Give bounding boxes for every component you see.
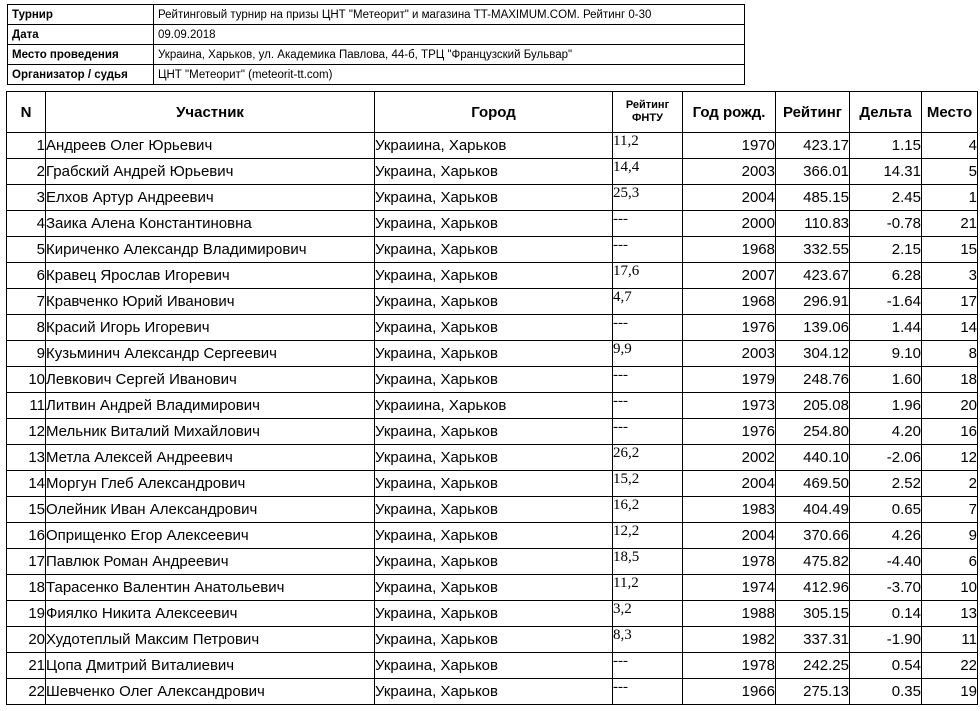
row-number: 16 [7, 523, 46, 549]
date-value: 09.09.2018 [154, 25, 745, 45]
table-row [7, 263, 978, 289]
ftu-rating: 11,2 [613, 133, 683, 159]
ftu-rating: 9,9 [613, 341, 683, 367]
ftu-rating: --- [613, 237, 683, 263]
delta-value: -1.90 [850, 627, 922, 653]
rating-value: 423.67 [776, 263, 850, 289]
place-value: 4 [922, 133, 978, 159]
info-row-organizer [8, 65, 745, 85]
participant-name: Худотеплый Максим Петрович [46, 627, 375, 653]
row-number: 17 [7, 549, 46, 575]
ftu-rating: --- [613, 419, 683, 445]
birth-year: 1978 [683, 549, 776, 575]
ftu-rating: 26,2 [613, 445, 683, 471]
table-row [7, 341, 978, 367]
birth-year: 1976 [683, 315, 776, 341]
rating-value: 139.06 [776, 315, 850, 341]
table-row [7, 445, 978, 471]
venue-label: Место проведения [8, 45, 154, 65]
header-ftu-line1: Рейтинг [625, 99, 670, 111]
birth-year: 1968 [683, 237, 776, 263]
rating-value: 440.10 [776, 445, 850, 471]
table-row [7, 653, 978, 679]
rating-value: 248.76 [776, 367, 850, 393]
row-number: 20 [7, 627, 46, 653]
ftu-rating: 3,2 [613, 601, 683, 627]
row-number: 18 [7, 575, 46, 601]
participant-city: Украина, Харьков [375, 419, 613, 445]
results-table [6, 91, 978, 705]
birth-year: 1983 [683, 497, 776, 523]
row-number: 8 [7, 315, 46, 341]
place-value: 17 [922, 289, 978, 315]
rating-value: 296.91 [776, 289, 850, 315]
rating-value: 423.17 [776, 133, 850, 159]
ftu-rating: 25,3 [613, 185, 683, 211]
participant-name: Левкович Сергей Иванович [46, 367, 375, 393]
table-row [7, 497, 978, 523]
table-row [7, 471, 978, 497]
place-value: 7 [922, 497, 978, 523]
rating-value: 337.31 [776, 627, 850, 653]
table-row [7, 315, 978, 341]
table-row [7, 575, 978, 601]
participant-name: Литвин Андрей Владимирович [46, 393, 375, 419]
row-number: 7 [7, 289, 46, 315]
table-row [7, 133, 978, 159]
delta-value: 0.14 [850, 601, 922, 627]
row-number: 1 [7, 133, 46, 159]
participant-city: Украина, Харьков [375, 471, 613, 497]
delta-value: 0.35 [850, 679, 922, 705]
table-row [7, 185, 978, 211]
place-value: 2 [922, 471, 978, 497]
participant-city: Украина, Харьков [375, 341, 613, 367]
participant-city: Украина, Харьков [375, 445, 613, 471]
header-row [7, 92, 978, 133]
birth-year: 2003 [683, 341, 776, 367]
organizer-label: Организатор / судья [8, 65, 154, 85]
participant-name: Кравченко Юрий Иванович [46, 289, 375, 315]
place-value: 15 [922, 237, 978, 263]
participant-name: Елхов Артур Андреевич [46, 185, 375, 211]
participant-city: Украина, Харьков [375, 575, 613, 601]
header-ftu-rating [613, 92, 683, 133]
header-rating: Рейтинг [776, 92, 850, 133]
participant-name: Кузьминич Александр Сергеевич [46, 341, 375, 367]
info-row-date [8, 25, 745, 45]
ftu-rating: 16,2 [613, 497, 683, 523]
row-number: 6 [7, 263, 46, 289]
place-value: 16 [922, 419, 978, 445]
row-number: 19 [7, 601, 46, 627]
row-number: 10 [7, 367, 46, 393]
birth-year: 1988 [683, 601, 776, 627]
table-row [7, 289, 978, 315]
ftu-rating: --- [613, 211, 683, 237]
delta-value: -1.64 [850, 289, 922, 315]
delta-value: 1.96 [850, 393, 922, 419]
table-row [7, 601, 978, 627]
place-value: 22 [922, 653, 978, 679]
rating-value: 370.66 [776, 523, 850, 549]
delta-value: 2.52 [850, 471, 922, 497]
ftu-rating: 17,6 [613, 263, 683, 289]
rating-value: 469.50 [776, 471, 850, 497]
place-value: 20 [922, 393, 978, 419]
ftu-rating: 8,3 [613, 627, 683, 653]
row-number: 4 [7, 211, 46, 237]
row-number: 22 [7, 679, 46, 705]
delta-value: 6.28 [850, 263, 922, 289]
row-number: 2 [7, 159, 46, 185]
place-value: 13 [922, 601, 978, 627]
participant-city: Украина, Харьков [375, 237, 613, 263]
table-row [7, 419, 978, 445]
table-row [7, 679, 978, 705]
birth-year: 2000 [683, 211, 776, 237]
header-birth-year: Год рожд. [683, 92, 776, 133]
birth-year: 2003 [683, 159, 776, 185]
participant-name: Тарасенко Валентин Анатольевич [46, 575, 375, 601]
ftu-rating: 4,7 [613, 289, 683, 315]
birth-year: 2007 [683, 263, 776, 289]
participant-city: Украина, Харьков [375, 549, 613, 575]
delta-value: -4.40 [850, 549, 922, 575]
birth-year: 2004 [683, 523, 776, 549]
ftu-rating: --- [613, 367, 683, 393]
table-row [7, 549, 978, 575]
rating-value: 275.13 [776, 679, 850, 705]
participant-city: Украина, Харьков [375, 627, 613, 653]
participant-city: Украина, Харьков [375, 367, 613, 393]
ftu-rating: 18,5 [613, 549, 683, 575]
birth-year: 1976 [683, 419, 776, 445]
organizer-value: ЦНТ "Метеорит" (meteorit-tt.com) [154, 65, 745, 85]
participant-name: Метла Алексей Андреевич [46, 445, 375, 471]
rating-value: 404.49 [776, 497, 850, 523]
row-number: 9 [7, 341, 46, 367]
participant-name: Моргун Глеб Александрович [46, 471, 375, 497]
rating-value: 242.25 [776, 653, 850, 679]
delta-value: 1.60 [850, 367, 922, 393]
delta-value: 2.45 [850, 185, 922, 211]
ftu-rating: 11,2 [613, 575, 683, 601]
participant-city: Украина, Харьков [375, 315, 613, 341]
info-row-tournament [8, 5, 745, 25]
ftu-rating: 12,2 [613, 523, 683, 549]
participant-city: Украина, Харьков [375, 159, 613, 185]
place-value: 1 [922, 185, 978, 211]
delta-value: -3.70 [850, 575, 922, 601]
delta-value: 1.44 [850, 315, 922, 341]
place-value: 10 [922, 575, 978, 601]
row-number: 12 [7, 419, 46, 445]
table-row [7, 211, 978, 237]
participant-name: Кириченко Александр Владимирович [46, 237, 375, 263]
rating-value: 205.08 [776, 393, 850, 419]
delta-value: 0.54 [850, 653, 922, 679]
tournament-info-table [7, 4, 745, 85]
rating-value: 366.01 [776, 159, 850, 185]
rating-value: 475.82 [776, 549, 850, 575]
rating-value: 254.80 [776, 419, 850, 445]
rating-value: 412.96 [776, 575, 850, 601]
results-body [7, 133, 978, 705]
delta-value: -0.78 [850, 211, 922, 237]
row-number: 14 [7, 471, 46, 497]
birth-year: 1974 [683, 575, 776, 601]
participant-name: Фиялко Никита Алексеевич [46, 601, 375, 627]
header-delta: Дельта [850, 92, 922, 133]
place-value: 8 [922, 341, 978, 367]
birth-year: 1973 [683, 393, 776, 419]
delta-value: 2.15 [850, 237, 922, 263]
participant-city: Украиина, Харьков [375, 393, 613, 419]
birth-year: 1968 [683, 289, 776, 315]
header-city: Город [375, 92, 613, 133]
place-value: 9 [922, 523, 978, 549]
place-value: 6 [922, 549, 978, 575]
venue-value: Украина, Харьков, ул. Академика Павлова, 44-б, ТРЦ "Французский Бульвар" [154, 45, 745, 65]
participant-city: Украина, Харьков [375, 523, 613, 549]
delta-value: 4.20 [850, 419, 922, 445]
delta-value: -2.06 [850, 445, 922, 471]
tournament-label: Турнир [8, 5, 154, 25]
rating-value: 305.15 [776, 601, 850, 627]
rating-value: 485.15 [776, 185, 850, 211]
row-number: 5 [7, 237, 46, 263]
place-value: 3 [922, 263, 978, 289]
table-row [7, 523, 978, 549]
table-row [7, 627, 978, 653]
row-number: 15 [7, 497, 46, 523]
participant-name: Кравец Ярослав Игоревич [46, 263, 375, 289]
participant-name: Андреев Олег Юрьевич [46, 133, 375, 159]
info-row-venue [8, 45, 745, 65]
header-ftu-line2: ФНТУ [632, 112, 663, 124]
birth-year: 1979 [683, 367, 776, 393]
delta-value: 14.31 [850, 159, 922, 185]
participant-name: Грабский Андрей Юрьевич [46, 159, 375, 185]
rating-value: 110.83 [776, 211, 850, 237]
ftu-rating: --- [613, 393, 683, 419]
rating-value: 332.55 [776, 237, 850, 263]
place-value: 12 [922, 445, 978, 471]
participant-name: Шевченко Олег Александрович [46, 679, 375, 705]
table-row [7, 159, 978, 185]
place-value: 5 [922, 159, 978, 185]
table-row [7, 367, 978, 393]
delta-value: 4.26 [850, 523, 922, 549]
tournament-value: Рейтинговый турнир на призы ЦНТ "Метеорит" и магазина TT-MAXIMUM.COM. Рейтинг 0-30 [154, 5, 745, 25]
participant-city: Украина, Харьков [375, 653, 613, 679]
birth-year: 1978 [683, 653, 776, 679]
participant-city: Украина, Харьков [375, 263, 613, 289]
place-value: 14 [922, 315, 978, 341]
ftu-rating: 14,4 [613, 159, 683, 185]
rating-value: 304.12 [776, 341, 850, 367]
ftu-rating: --- [613, 679, 683, 705]
participant-name: Цопа Дмитрий Виталиевич [46, 653, 375, 679]
header-place: Место [922, 92, 978, 133]
participant-name: Оприщенко Егор Алексеевич [46, 523, 375, 549]
participant-name: Красий Игорь Игоревич [46, 315, 375, 341]
participant-name: Мельник Виталий Михайлович [46, 419, 375, 445]
delta-value: 1.15 [850, 133, 922, 159]
row-number: 11 [7, 393, 46, 419]
birth-year: 2004 [683, 471, 776, 497]
birth-year: 2002 [683, 445, 776, 471]
date-label: Дата [8, 25, 154, 45]
delta-value: 9.10 [850, 341, 922, 367]
participant-city: Украина, Харьков [375, 211, 613, 237]
header-n: N [7, 92, 46, 133]
birth-year: 2004 [683, 185, 776, 211]
delta-value: 0.65 [850, 497, 922, 523]
birth-year: 1970 [683, 133, 776, 159]
participant-city: Украина, Харьков [375, 679, 613, 705]
header-participant: Участник [46, 92, 375, 133]
table-row [7, 237, 978, 263]
participant-city: Украина, Харьков [375, 601, 613, 627]
ftu-rating: 15,2 [613, 471, 683, 497]
ftu-rating: --- [613, 315, 683, 341]
row-number: 21 [7, 653, 46, 679]
participant-city: Украина, Харьков [375, 289, 613, 315]
place-value: 18 [922, 367, 978, 393]
ftu-rating: --- [613, 653, 683, 679]
participant-city: Украиина, Харьков [375, 133, 613, 159]
participant-name: Олейник Иван Александрович [46, 497, 375, 523]
row-number: 3 [7, 185, 46, 211]
place-value: 21 [922, 211, 978, 237]
birth-year: 1982 [683, 627, 776, 653]
birth-year: 1966 [683, 679, 776, 705]
place-value: 19 [922, 679, 978, 705]
participant-city: Украина, Харьков [375, 497, 613, 523]
place-value: 11 [922, 627, 978, 653]
participant-name: Павлюк Роман Андреевич [46, 549, 375, 575]
participant-name: Заика Алена Константиновна [46, 211, 375, 237]
row-number: 13 [7, 445, 46, 471]
table-row [7, 393, 978, 419]
participant-city: Украина, Харьков [375, 185, 613, 211]
